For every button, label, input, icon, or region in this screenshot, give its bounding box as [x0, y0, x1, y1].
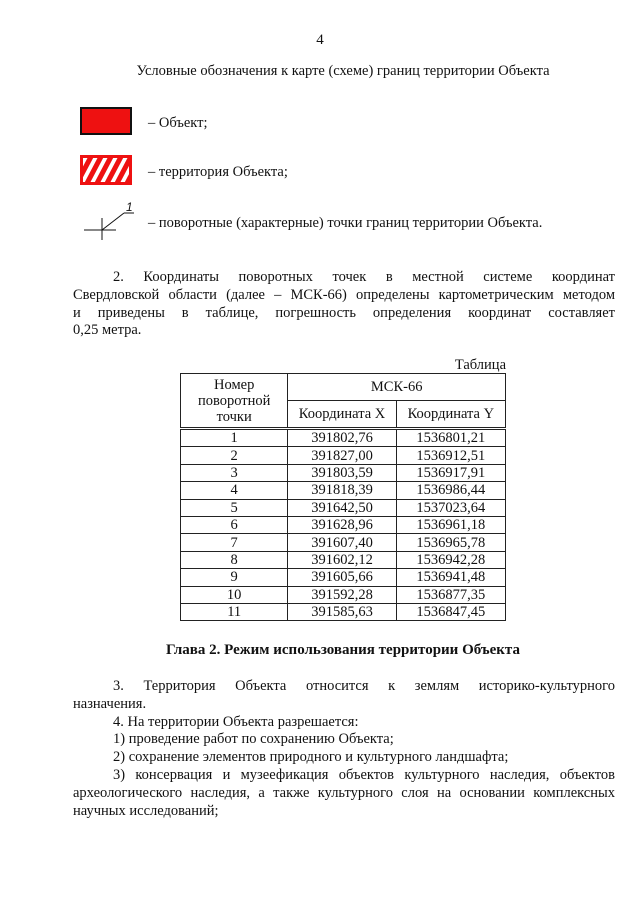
cell-coordinate-y: 1536961,18 [396, 516, 505, 533]
coordinates-table [180, 373, 506, 621]
cell-coordinate-y: 1537023,64 [396, 499, 505, 516]
paragraph-4: 4. На территории Объекта разрешается: [113, 713, 359, 730]
table-row [181, 569, 506, 586]
paragraph-line: 0,25 метра. [73, 322, 142, 339]
cell-coordinate-x: 391827,00 [288, 447, 396, 464]
table-row [181, 516, 506, 533]
cell-coordinate-y: 1536941,48 [396, 569, 505, 586]
table-row [181, 482, 506, 499]
list-item: 2) сохранение элементов природного и культурного ландшафта; [113, 749, 509, 766]
header-x: Координата X [288, 401, 396, 429]
territory-hatch-icon [80, 155, 132, 185]
cell-point-number: 8 [181, 551, 288, 568]
turning-point-icon [80, 200, 136, 242]
cell-coordinate-y: 1536912,51 [396, 447, 505, 464]
legend-title: Условные обозначения к карте (схеме) границ территории Объекта [136, 63, 550, 79]
cell-coordinate-y: 1536877,35 [396, 586, 505, 603]
cell-point-number: 4 [181, 482, 288, 499]
cell-coordinate-y: 1536986,44 [396, 482, 505, 499]
table-row [181, 586, 506, 603]
object-fill-icon [80, 107, 132, 135]
header-point-number: Номер поворотной точки [181, 374, 288, 429]
cell-coordinate-x: 391585,63 [288, 603, 396, 620]
paragraph-3-line: назначения. [73, 695, 147, 712]
list-item: 1) проведение работ по сохранению Объекта; [113, 731, 394, 748]
cell-coordinate-y: 1536801,21 [396, 429, 505, 447]
table-row [181, 429, 506, 447]
cell-coordinate-x: 391592,28 [288, 586, 396, 603]
cell-point-number: 7 [181, 534, 288, 551]
table-row [181, 551, 506, 568]
table-caption: Таблица [454, 357, 506, 373]
cell-point-number: 2 [181, 447, 288, 464]
table-row [181, 464, 506, 481]
cell-coordinate-y: 1536847,45 [396, 603, 505, 620]
header-y: Координата Y [396, 401, 505, 429]
list-item: 3) консервация и музеефикация объектов культурного наследия, объектов [113, 766, 615, 783]
legend-item-label: – территория Объекта; [148, 164, 288, 180]
paragraph-3-line: 3. Территория Объекта относится к землям историко-культурного [113, 678, 615, 694]
cell-coordinate-x: 391607,40 [288, 534, 396, 551]
table-row [181, 447, 506, 464]
page-number: 4 [316, 32, 324, 48]
cell-point-number: 6 [181, 516, 288, 533]
legend-item-label: – Объект; [148, 115, 208, 131]
cell-coordinate-x: 391803,59 [288, 464, 396, 481]
turning-point-marker: 1 [126, 200, 133, 214]
cell-coordinate-y: 1536942,28 [396, 551, 505, 568]
paragraph-2 [73, 269, 615, 340]
table-row [181, 499, 506, 516]
cell-coordinate-x: 391605,66 [288, 569, 396, 586]
paragraph-line: Свердловской области (далее – МСК-66) определены картометрическим методом [73, 286, 615, 303]
cell-coordinate-x: 391628,96 [288, 516, 396, 533]
paragraph-line: и приведены в таблице, погрешность определения координат составляет [73, 304, 615, 321]
table-row [181, 603, 506, 620]
cell-point-number: 1 [181, 429, 288, 447]
chapter-body [73, 678, 615, 820]
cell-coordinate-y: 1536917,91 [396, 464, 505, 481]
cell-coordinate-x: 391818,39 [288, 482, 396, 499]
header-system: МСК-66 [288, 374, 506, 401]
list-item-continuation: археологического наследия, а также культурного слоя на основании комплексных [73, 784, 615, 801]
paragraph-line: 2. Координаты поворотных точек в местной системе координат [113, 269, 615, 285]
cell-point-number: 11 [181, 603, 288, 620]
cell-coordinate-x: 391602,12 [288, 551, 396, 568]
chapter-title: Глава 2. Режим использования территории Объекта [166, 642, 520, 658]
cell-point-number: 9 [181, 569, 288, 586]
cell-point-number: 10 [181, 586, 288, 603]
cell-coordinate-x: 391642,50 [288, 499, 396, 516]
cell-point-number: 5 [181, 499, 288, 516]
table-row [181, 534, 506, 551]
cell-coordinate-x: 391802,76 [288, 429, 396, 447]
legend-item-label: – поворотные (характерные) точки границ территории Объекта. [148, 215, 543, 231]
list-item-continuation: научных исследований; [73, 802, 219, 819]
cell-coordinate-y: 1536965,78 [396, 534, 505, 551]
cell-point-number: 3 [181, 464, 288, 481]
